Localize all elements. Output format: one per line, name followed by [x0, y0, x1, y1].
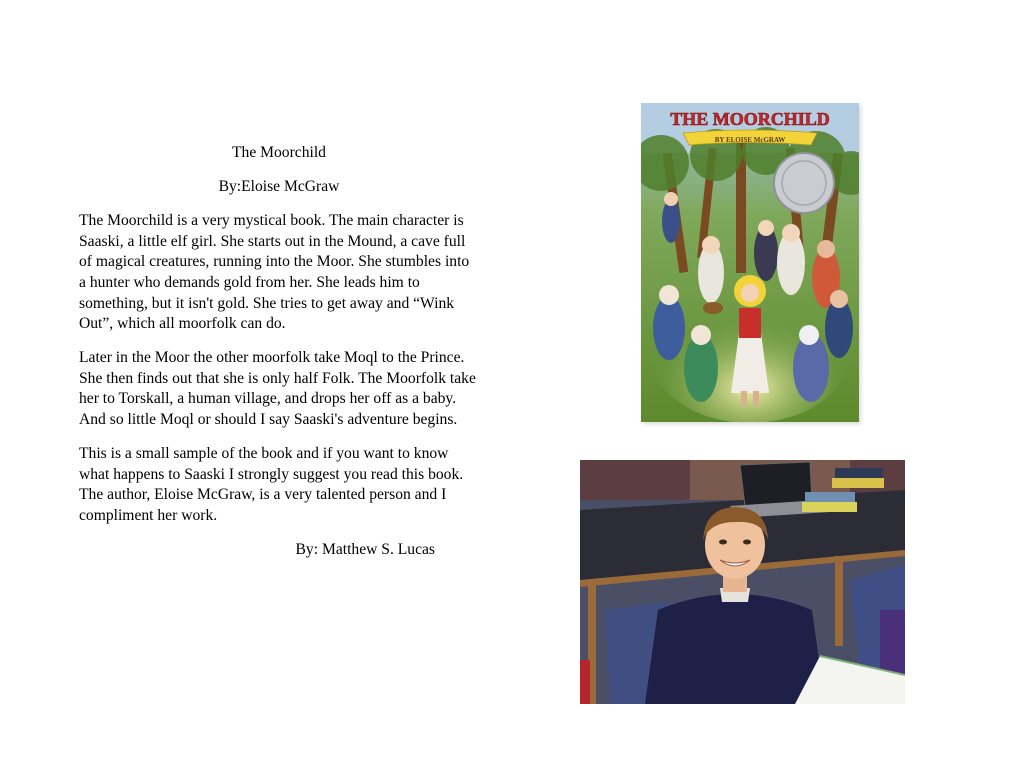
book-cover-image	[641, 103, 859, 422]
report-signature: By: Matthew S. Lucas	[295, 541, 435, 558]
report-byline: By:Eloise McGraw	[218, 178, 340, 196]
book-cover-art	[641, 103, 859, 422]
report-paragraph-2: Later in the Moor the other moorfolk take Moql to the Prince. She then finds out that she is only half Folk. The Moorfolk take her to Torskall, a human village, and drops her off as a baby. And so little Moql or should I say Saaski's adventure begins.	[79, 349, 476, 429]
report-paragraph-3: This is a small sample of the book and if you want to know what happens to Saaski I strongly suggest you read this book. The author, Eloise McGraw, is a very talented person and I compliment her work.	[79, 445, 464, 524]
cover-title-text: THE MOORCHILD	[670, 109, 830, 129]
student-photo	[580, 460, 905, 704]
report-title: The Moorchild	[232, 144, 326, 161]
book-report-text	[79, 143, 479, 574]
student-photo-art	[580, 460, 905, 704]
report-paragraph-1: The Moorchild is a very mystical book. The main character is Saaski, a little elf girl. She starts out in the Mound, a cave full of magical creatures, running into the Moor. She stumbles into a hunter who demands gold from her. She leads him to something, but it isn't gold. She tries to get away and “Wink Out”, which all moorfolk can do.	[79, 212, 470, 333]
cover-author-text: BY ELOISE McGRAW	[714, 136, 786, 144]
